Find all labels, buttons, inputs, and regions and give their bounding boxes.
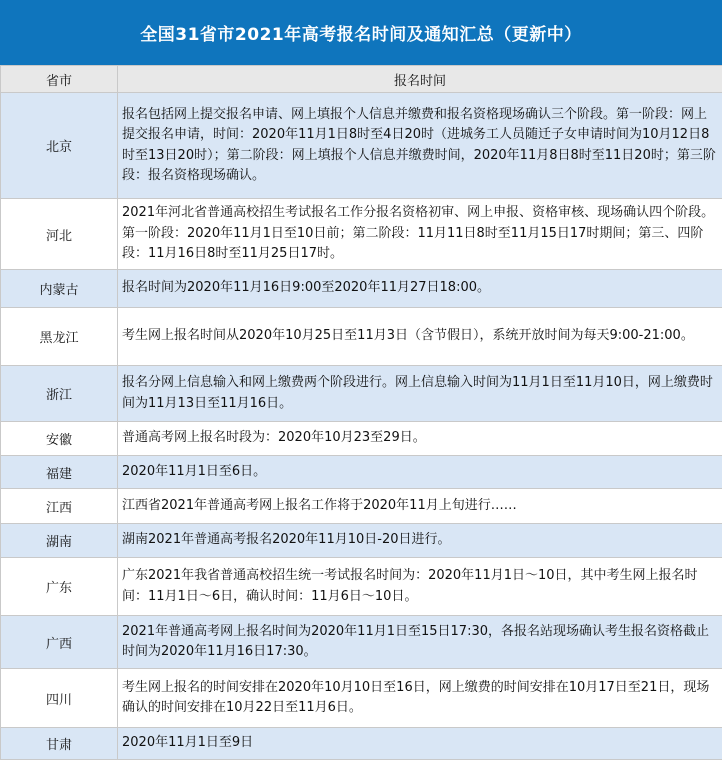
table-row [1,524,722,558]
table-row [1,616,722,669]
time-cell: 2021年河北省普通高校招生考试报名工作分报名资格初审、网上申报、资格审核、现场确认四个阶段。第一阶段：2020年11月1日至10日前；第二阶段：11月11日8时至11月15日17时期间；第三、四阶段：11月16日8时至11月25日17时。 [118,199,722,270]
table-row [1,558,722,616]
time-cell: 报名分网上信息输入和网上缴费两个阶段进行。网上信息输入时间为11月1日至11月10日，网上缴费时间为11月13日至11月16日。 [118,366,722,422]
province-cell: 广西 [1,616,118,669]
time-cell: 考生网上报名的时间安排在2020年10月10日至16日，网上缴费的时间安排在10月17日至21日，现场确认的时间安排在10月22日至11月6日。 [118,669,722,728]
time-cell: 报名时间为2020年11月16日9:00至2020年11月27日18:00。 [118,270,722,308]
header-row [1,66,722,93]
table-row [1,669,722,728]
province-cell: 湖南 [1,524,118,558]
time-cell: 报名包括网上提交报名申请、网上填报个人信息并缴费和报名资格现场确认三个阶段。第一阶段：网上提交报名申请，时间：2020年11月1日8时至4日20时（进城务工人员随迁子女申请时间为10月12日8时至13日20时）；第二阶段：网上填报个人信息并缴费时间，2020年11月8日8时至11日20时；第三阶段：报名资格现场确认。 [118,93,722,199]
time-cell: 普通高考网上报名时段为：2020年10月23至29日。 [118,422,722,456]
table-row [1,270,722,308]
province-cell: 江西 [1,489,118,524]
table-row [1,93,722,199]
header-time: 报名时间 [118,66,722,93]
province-cell: 内蒙古 [1,270,118,308]
province-cell: 安徽 [1,422,118,456]
registration-table [0,65,722,760]
time-cell: 2020年11月1日至6日。 [118,456,722,489]
table-row [1,489,722,524]
table-row [1,456,722,489]
province-cell: 北京 [1,93,118,199]
province-cell: 黑龙江 [1,308,118,366]
time-cell: 江西省2021年普通高考网上报名工作将于2020年11月上旬进行…… [118,489,722,524]
time-cell: 考生网上报名时间从2020年10月25日至11月3日（含节假日），系统开放时间为每天9:00-21:00。 [118,308,722,366]
province-cell: 广东 [1,558,118,616]
table-row [1,308,722,366]
time-cell: 2021年普通高考网上报名时间为2020年11月1日至15日17:30，各报名站现场确认考生报名资格截止时间为2020年11月16日17:30。 [118,616,722,669]
table-row [1,728,722,760]
time-cell: 2020年11月1日至9日 [118,728,722,760]
time-cell: 广东2021年我省普通高校招生统一考试报名时间为：2020年11月1日～10日，其中考生网上报名时间：11月1日～6日，确认时间：11月6日～10日。 [118,558,722,616]
table-row [1,199,722,270]
province-cell: 甘肃 [1,728,118,760]
table-title: 全国31省市2021年高考报名时间及通知汇总（更新中） [0,0,722,65]
province-cell: 四川 [1,669,118,728]
province-cell: 浙江 [1,366,118,422]
header-province: 省市 [1,66,118,93]
table-row [1,366,722,422]
province-cell: 福建 [1,456,118,489]
province-cell: 河北 [1,199,118,270]
table-row [1,422,722,456]
time-cell: 湖南2021年普通高考报名2020年11月10日-20日进行。 [118,524,722,558]
